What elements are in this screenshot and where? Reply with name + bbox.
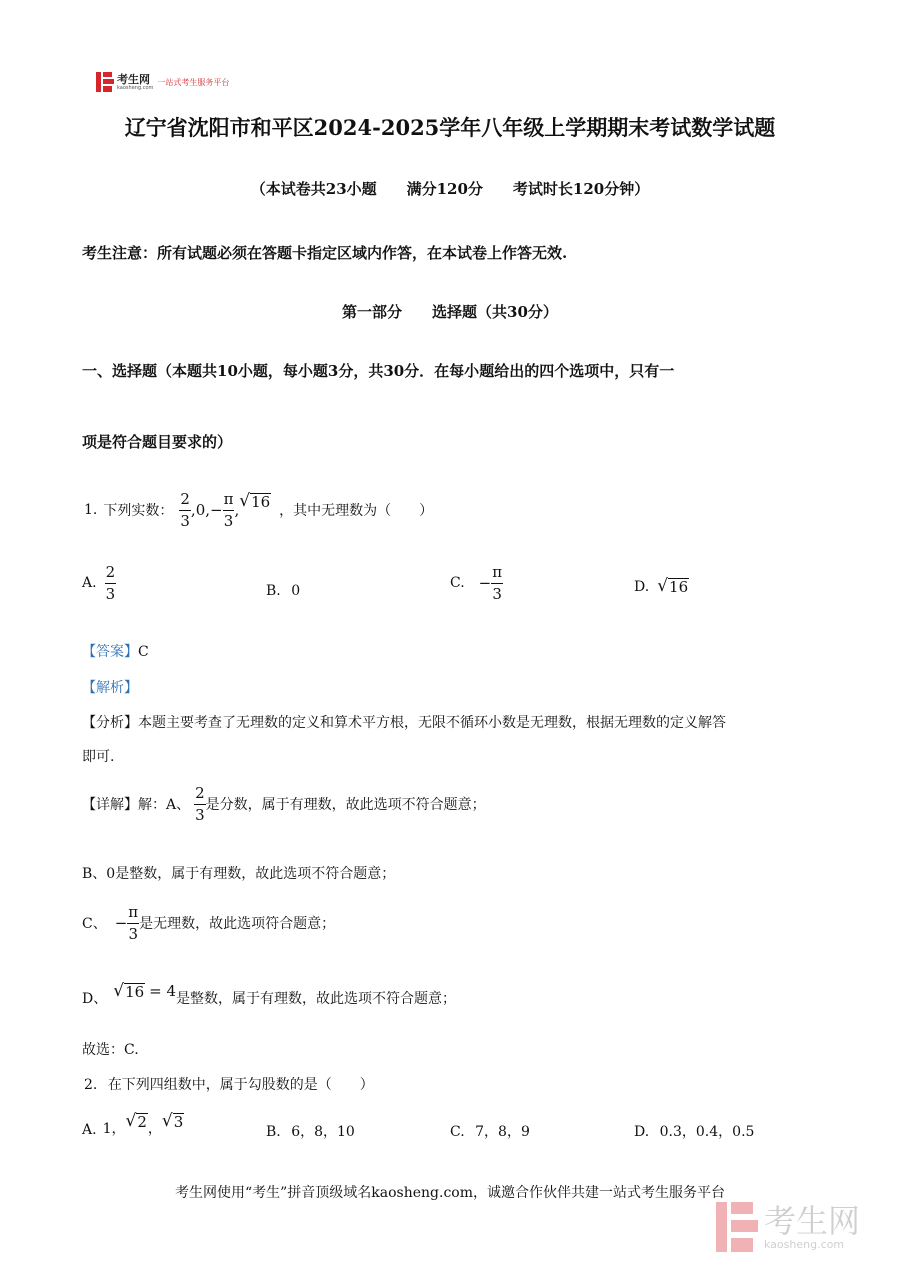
option-2a[interactable]: A. 1， √ 2 ， √ 3 bbox=[82, 1111, 184, 1138]
header-logo[interactable] bbox=[96, 72, 229, 92]
logo-name: 考生网 bbox=[117, 72, 150, 86]
logo-slogan: 一站式考生服务平台 bbox=[157, 77, 230, 87]
option-2d[interactable]: D. 0.3，0.4，0.5 bbox=[634, 1124, 755, 1140]
question-2-stem: 2. 在下列四组数中，属于勾股数的是（ ） bbox=[84, 1077, 374, 1093]
watermark-domain: kaosheng.com bbox=[764, 1237, 845, 1251]
document-title: 辽宁省沈阳市和平区2024-2025学年八年级上学期期末考试数学试题 bbox=[124, 115, 776, 140]
section-heading-line1: 一、选择题（本题共10小题，每小题3分，共30分．在每小题给出的四个选项中，只有一 bbox=[82, 362, 675, 380]
exam-notice: 考生注意：所有试题必须在答题卡指定区域内作答，在本试卷上作答无效. bbox=[82, 244, 568, 262]
option-1c[interactable]: C. − $\frac{\pi}{3}$ bbox=[450, 562, 503, 603]
kaosheng-watermark-icon bbox=[716, 1202, 758, 1252]
option-2c[interactable]: C. 7，8，9 bbox=[450, 1124, 530, 1140]
radical-sign-icon: √ bbox=[125, 1111, 137, 1131]
option-1b[interactable]: B. 0 bbox=[266, 583, 301, 599]
radical-sign-icon: √ bbox=[657, 576, 669, 596]
watermark bbox=[716, 1202, 860, 1252]
sqrt-sixteen: √ 16 bbox=[239, 490, 271, 511]
detail-b: B、0是整数，属于有理数，故此选项不符合题意； bbox=[82, 866, 396, 882]
answer-value: C bbox=[138, 644, 149, 660]
detail-c: C、 − $\frac{\pi}{3}$ 是无理数，故此选项符合题意； bbox=[82, 902, 336, 943]
option-1a[interactable]: A. $\frac{2}{3}$ bbox=[82, 562, 116, 603]
question-1-stem: 1. 下列实数： $\frac{2}{3}$ , 0 , − $\frac{\pi}{3}$ , √ 16 ，其中无理数为（ ） bbox=[84, 489, 434, 530]
detail-a: 【详解】解：A、 $\frac{2}{3}$ 是分数，属于有理数，故此选项不符合题意； bbox=[82, 783, 486, 824]
question-1-number: 1. bbox=[84, 502, 98, 518]
analysis-line-1: 【分析】本题主要考查了无理数的定义和算术平方根，无限不循环小数是无理数，根据无理数的定义解答 bbox=[82, 715, 726, 731]
option-1d[interactable]: D. √ 16 bbox=[634, 576, 689, 596]
analysis-tag: 【解析】 bbox=[82, 680, 138, 696]
radical-sign-icon: √ bbox=[113, 981, 125, 1001]
question-1-stem-suffix: ，其中无理数为（ ） bbox=[279, 503, 434, 519]
watermark-name: 考生网 bbox=[764, 1201, 861, 1240]
conclusion: 故选：C. bbox=[82, 1042, 139, 1058]
answer-line bbox=[82, 641, 149, 661]
document-subtitle: （本试卷共23小题 满分120分 考试时长120分钟） bbox=[250, 180, 650, 198]
radical-sign-icon: √ bbox=[161, 1111, 173, 1131]
section-heading-line2: 项是符合题目要求的） bbox=[82, 433, 233, 451]
kaosheng-logo-icon bbox=[96, 72, 114, 92]
detail-d: D、 √ 16 = 4 是整数，属于有理数，故此选项不符合题意； bbox=[82, 981, 457, 1007]
question-2-number: 2. bbox=[84, 1077, 98, 1093]
fraction-two-thirds: $\frac{2}{3}$ bbox=[180, 489, 190, 530]
fraction-pi-thirds: $\frac{\pi}{3}$ bbox=[223, 489, 234, 530]
question-1-stem-prefix: 下列实数： bbox=[103, 503, 174, 519]
part-heading: 第一部分 选择题（共30分） bbox=[342, 303, 558, 321]
radical-sign-icon: √ bbox=[239, 490, 251, 511]
answer-tag: 【答案】 bbox=[82, 644, 138, 660]
option-2b[interactable]: B. 6，8，10 bbox=[266, 1124, 355, 1140]
logo-domain: kaosheng.com bbox=[117, 84, 154, 91]
analysis-line-2: 即可. bbox=[82, 749, 115, 765]
footer-text: 考生网使用“考生”拼音顶级域名kaosheng.com，诚邀合作伙伴共建一站式考生服务平台 bbox=[174, 1185, 726, 1201]
